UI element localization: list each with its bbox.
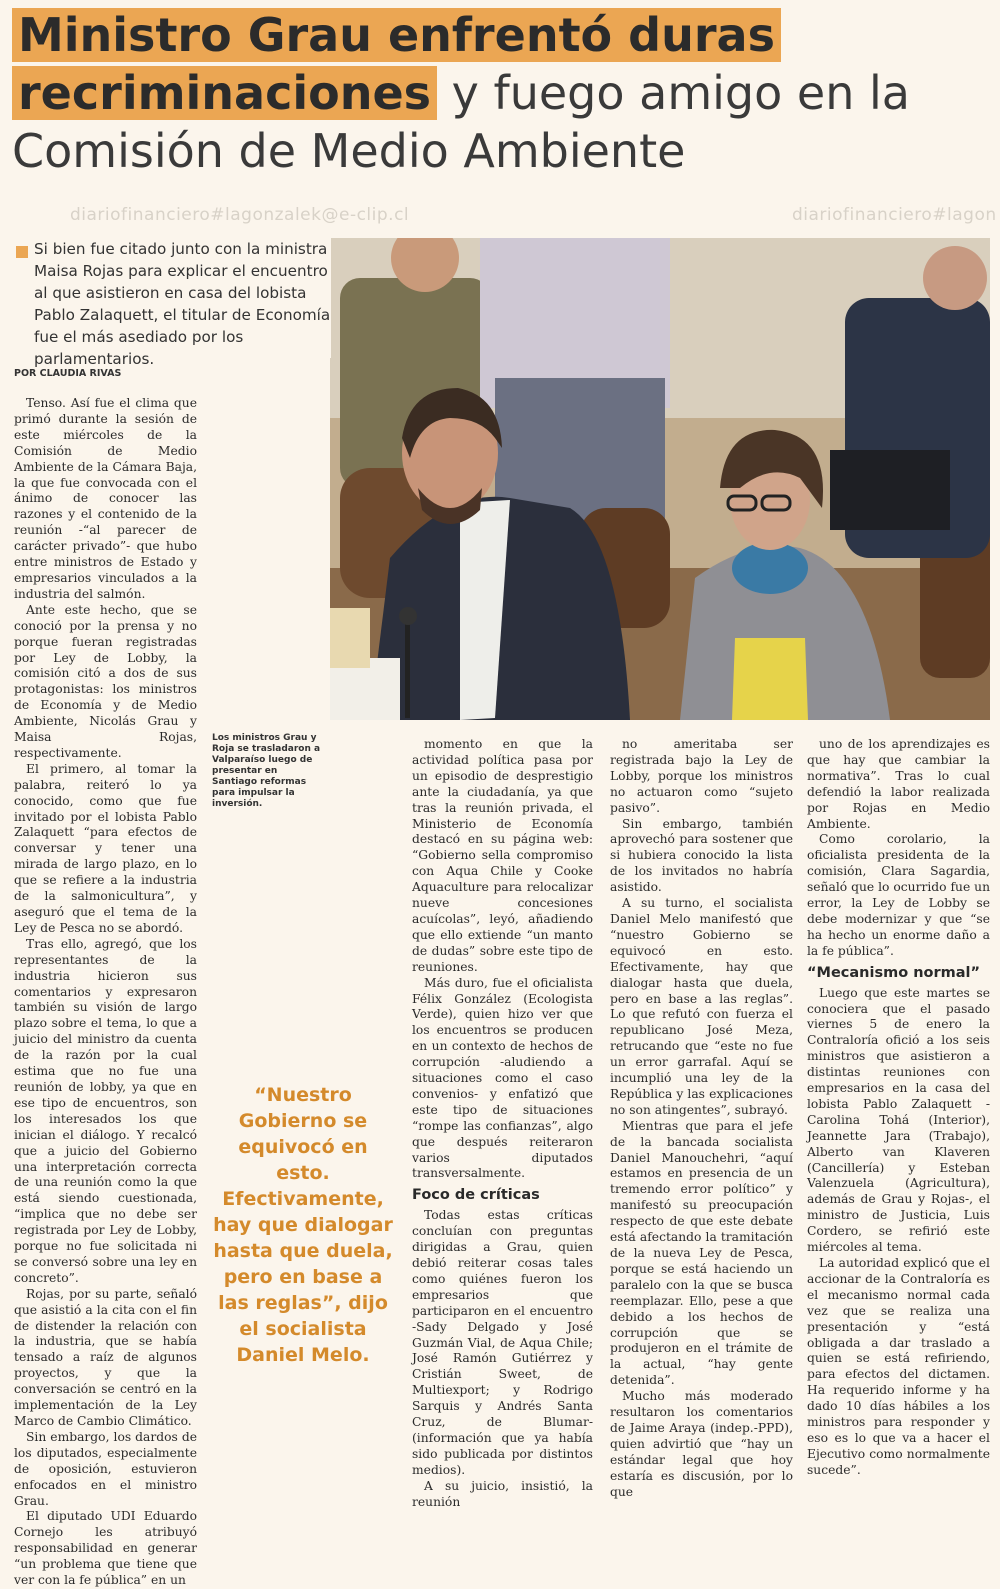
subheading: “Mecanismo normal” (807, 964, 981, 981)
lead-text: Si bien fue citado junto con la ministra Maisa Rojas para explicar el encuentro al que asistieron en casa del lobista Pablo Zalaquett, el titular de Economía fue el más asediado por los parlamentarios. (34, 240, 331, 368)
column-4 (807, 737, 990, 1479)
headline-highlight-2: recriminaciones (12, 66, 437, 120)
paragraph: Mientras que para el jefe de la bancada socialista Daniel Manouchehri, “aquí estamos en presencia de un tremendo error político” y manifestó su preocupación respecto de que este debate está afectando la tramitación de la nueva Ley de Pesca, porque se está haciendo un paralelo con la que se busca reemplazar. Ello, pese a que debido a los hechos de corrupción que se produjeron en el trámite de la actual, “hay gente detenida”. (610, 1118, 793, 1388)
paragraph: La autoridad explicó que el accionar de la Contraloría es el mecanismo normal cada vez que se realiza una presentación y “está obligada a dar traslado a quien se está refiriendo, para efectos del dictamen. Ha requerido informe y ha dado 10 días hábiles a los ministros para responder y eso es lo que va a hacer el Ejecutivo como normalmente sucede”. (807, 1256, 990, 1477)
watermark-right: diariofinanciero#lagon (792, 205, 997, 225)
lead-bullet-square (16, 246, 28, 258)
paragraph: Como corolario, la oficialista presidenta de la comisión, Clara Sagardia, señaló que lo ocurrido fue un error, la Ley de Lobby se debe modernizar y que “se ha hecho un enorme daño a la fe pública”. (807, 832, 990, 958)
column-1 (14, 396, 197, 1589)
paragraph: El primero, al tomar la palabra, reiteró lo ya conocido, como que fue invitado por el lobista Pablo Zalaquett “para efectos de conversar y tener una mirada de largo plazo, en lo que se refiere a la industria de la salmonicultura”, y aseguró que el tema de la Ley de Pesca no se abordó. (14, 761, 197, 935)
paragraph: Tras ello, agregó, que los representantes de la industria hicieron sus comentarios y expresaron también su visión de largo plazo sobre el tema, lo que a juicio del ministro da cuenta de la razón por la cual estima que no fue una reunión de lobby, ya que en ese tipo de encuentros, son los interesados los que inician el diálogo. Y recalcó que a juicio del Gobierno una interpretación correcta de una reunión como la que está siendo cuestionada, “implica que no debe ser registrada por Ley de Lobby, porque no fue solicitada ni se conversó sobre una ley en concreto”. (14, 936, 197, 1285)
column-2 (412, 737, 593, 1511)
paragraph: Más duro, fue el oficialista Félix González (Ecologista Verde), quien hizo ver que los encuentros se producen en un contexto de hechos de corrupción -aludiendo a situaciones como el caso convenios- y enfatizó que este tipo de situaciones “rompe las confianzas”, algo que después reiteraron varios diputados transversalmente. (412, 975, 593, 1181)
watermark-left: diariofinanciero#lagonzalek@e-clip.cl (70, 205, 410, 225)
lead-paragraph (14, 238, 331, 368)
paragraph: Tenso. Así fue el clima que primó durante la sesión de este miércoles de la Comisión de Medio Ambiente de la Cámara Baja, la que fue convocada con el ánimo de conocer las razones y el contenido de la reunión -“al parecer de carácter privado”- que hubo entre ministros de Estado y empresarios vinculados a la industria del salmón. (14, 396, 197, 601)
headline-rest: y fuego amigo en la Comisión de Medio Ambiente (12, 66, 910, 178)
paragraph: Sin embargo, también aprovechó para sostener que si hubiera conocido la lista de los invitados no habría asistido. (610, 816, 793, 895)
paragraph: A su turno, el socialista Daniel Melo manifestó que “nuestro Gobierno se equivocó en esto. Efectivamente, hay que dialogar hasta que duela, pero en base a las reglas”. Lo que refutó con fuerza el republicano José Meza, retrucando que “este no fue un error garrafal. Aquí se incumplió una ley de la República y las explicaciones no son atingentes”, subrayó. (610, 896, 793, 1117)
paragraph: El diputado UDI Eduardo Cornejo les atribuyó responsabilidad en generar “un problema que tiene que ver con la fe pública” en un (14, 1509, 197, 1588)
paragraph: Mucho más moderado resultaron los comentarios de Jaime Araya (indep.-PPD), quien advirtió que “hay un estándar legal que hoy estaría es discusión, por lo que (610, 1389, 793, 1499)
paragraph: uno de los aprendizajes es que hay que cambiar la normativa”. Tras lo cual defendió la labor realizada por Rojas en Medio Ambiente. (807, 737, 990, 831)
paragraph: Luego que este martes se conociera que el pasado viernes 5 de enero la Contraloría ofició a los seis ministros que asistieron a distintas reuniones con empresarios en la casa del lobista Pablo Zalaquett -Carolina Tohá (Interior), Jeannette Jara (Trabajo), Alberto van Klaveren (Cancillería) y Esteban Valenzuela (Agricultura), además de Grau y Rojas-, el ministro de Justicia, Luis Cordero, se refirió este miércoles al tema. (807, 985, 990, 1255)
pull-quote: “Nuestro Gobierno se equivocó en esto. Efectivamente, hay que dialogar hasta que duela, pero en base a las reglas”, dijo el socialista Daniel Melo. (213, 1084, 393, 1366)
column-3 (610, 737, 793, 1501)
photo-caption: Los ministros Grau y Roja se trasladaron a Valparaíso luego de presentar en Santiago reformas para impulsar la inversión. (212, 733, 321, 809)
paragraph: A su juicio, insistió, la reunión (412, 1478, 593, 1509)
paragraph: momento en que la actividad política pasa por un episodio de desprestigio ante la ciudadanía, ya que tras la reunión privada, el Ministerio de Economía destacó en su página web: “Gobierno sella compromiso con Aqua Chile y Cooke Aquaculture para relocalizar nueve concesiones acuícolas”, leyó, añadiendo que ello extiende “un manto de dudas” sobre este tipo de reuniones. (412, 737, 593, 974)
subheading: Foco de críticas (412, 1187, 540, 1204)
paragraph: Sin embargo, los dardos de los diputados, especialmente de oposición, estuvieron enfocados en el ministro Grau. (14, 1429, 197, 1508)
headline (12, 6, 992, 180)
paragraph: Rojas, por su parte, señaló que asistió a la cita con el fin de distender la relación con la industria, que se había tensado a raíz de algunos proyectos, y que la conversación se centró en la implementación de la Ley Marco de Cambio Climático. (14, 1286, 197, 1428)
headline-highlight-1: Ministro Grau enfrentó duras (12, 8, 781, 62)
article-photo (330, 238, 990, 720)
paragraph: Todas estas críticas concluían con preguntas dirigidas a Grau, quien debió reiterar cosas tales como quiénes fueron los empresarios que participaron en el encuentro -Sady Delgado y José Guzmán Vial, de Aqua Chile; José Ramón Gutiérrez y Cristián Sweet, de Multiexport; y Rodrigo Sarquis y Andrés Santa Cruz, de Blumar- (información que ya había sido publicada por distintos medios). (412, 1208, 593, 1477)
paragraph: Ante este hecho, que se conoció por la prensa y no porque fueran registradas por Ley de Lobby, la comisión citó a dos de sus protagonistas: los ministros de Economía y de Medio Ambiente, Nicolás Grau y Maisa Rojas, respectivamente. (14, 602, 197, 760)
byline: POR CLAUDIA RIVAS (14, 368, 122, 379)
paragraph: no ameritaba ser registrada bajo la Ley de Lobby, porque los ministros no actuaron como “sujeto pasivo”. (610, 737, 793, 815)
